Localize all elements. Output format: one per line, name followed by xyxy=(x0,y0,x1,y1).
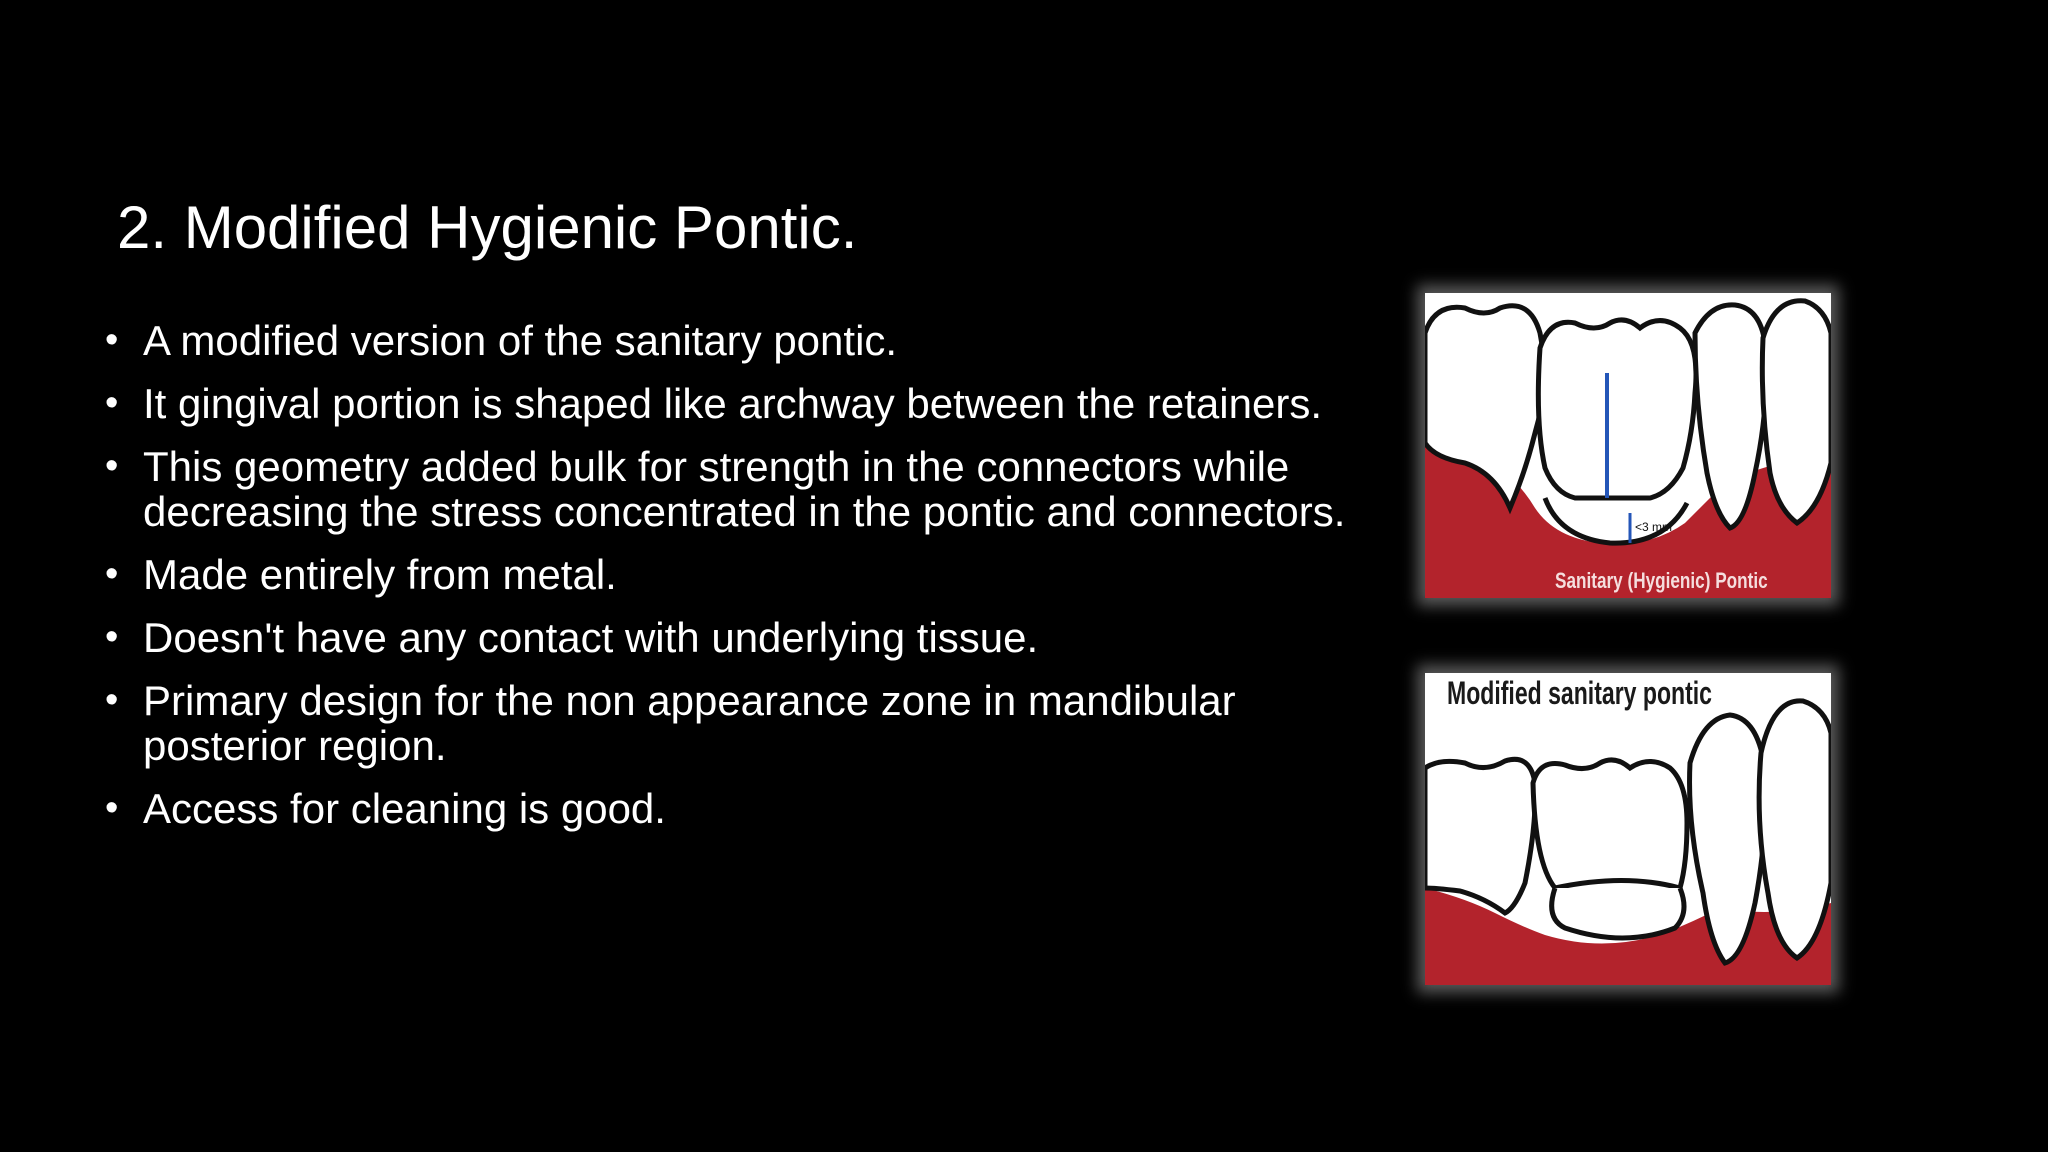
bullet-icon: • xyxy=(105,553,119,595)
bullet-text: It gingival portion is shaped like archway between the retainers. xyxy=(143,380,1322,427)
bullet-text: Access for cleaning is good. xyxy=(143,785,666,832)
bullet-icon: • xyxy=(105,679,119,721)
modified-sanitary-pontic-illustration xyxy=(1425,673,1831,985)
bullet-item xyxy=(105,318,1395,363)
bullet-item xyxy=(105,678,1395,768)
measure-label: <3 mm xyxy=(1635,520,1673,534)
bullet-icon: • xyxy=(105,616,119,658)
left-molar xyxy=(1425,759,1535,913)
bullet-icon: • xyxy=(105,445,119,487)
bullet-item xyxy=(105,615,1395,660)
pontic-tooth xyxy=(1538,320,1696,498)
bullet-text: Made entirely from metal. xyxy=(143,551,617,598)
slide-title: 2. Modified Hygienic Pontic. xyxy=(117,194,858,261)
bullet-icon: • xyxy=(105,787,119,829)
bullet-text: Doesn't have any contact with underlying tissue. xyxy=(143,614,1039,661)
modified-pontic-caption: Modified sanitary pontic xyxy=(1447,675,1712,711)
bullet-text: A modified version of the sanitary pontic. xyxy=(143,317,898,364)
sanitary-pontic-illustration xyxy=(1425,293,1831,598)
pontic-tooth xyxy=(1533,760,1687,888)
bullet-item xyxy=(105,786,1395,831)
bullet-item xyxy=(105,444,1395,534)
right-premolar-2 xyxy=(1762,301,1831,523)
sanitary-pontic-caption: Sanitary (Hygienic) Pontic xyxy=(1555,568,1768,593)
bullet-item xyxy=(105,381,1395,426)
bullet-icon: • xyxy=(105,382,119,424)
sanitary-pontic-drawing xyxy=(1425,293,1831,598)
bullet-text: Primary design for the non appearance zone in mandibular posterior region. xyxy=(143,677,1236,769)
modified-pontic-drawing xyxy=(1425,673,1831,985)
bullet-item xyxy=(105,552,1395,597)
bullet-text: This geometry added bulk for strength in the connectors while decreasing the stress concentrated in the pontic and connectors. xyxy=(143,443,1346,535)
bullet-list xyxy=(105,318,1395,849)
bullet-icon: • xyxy=(105,319,119,361)
